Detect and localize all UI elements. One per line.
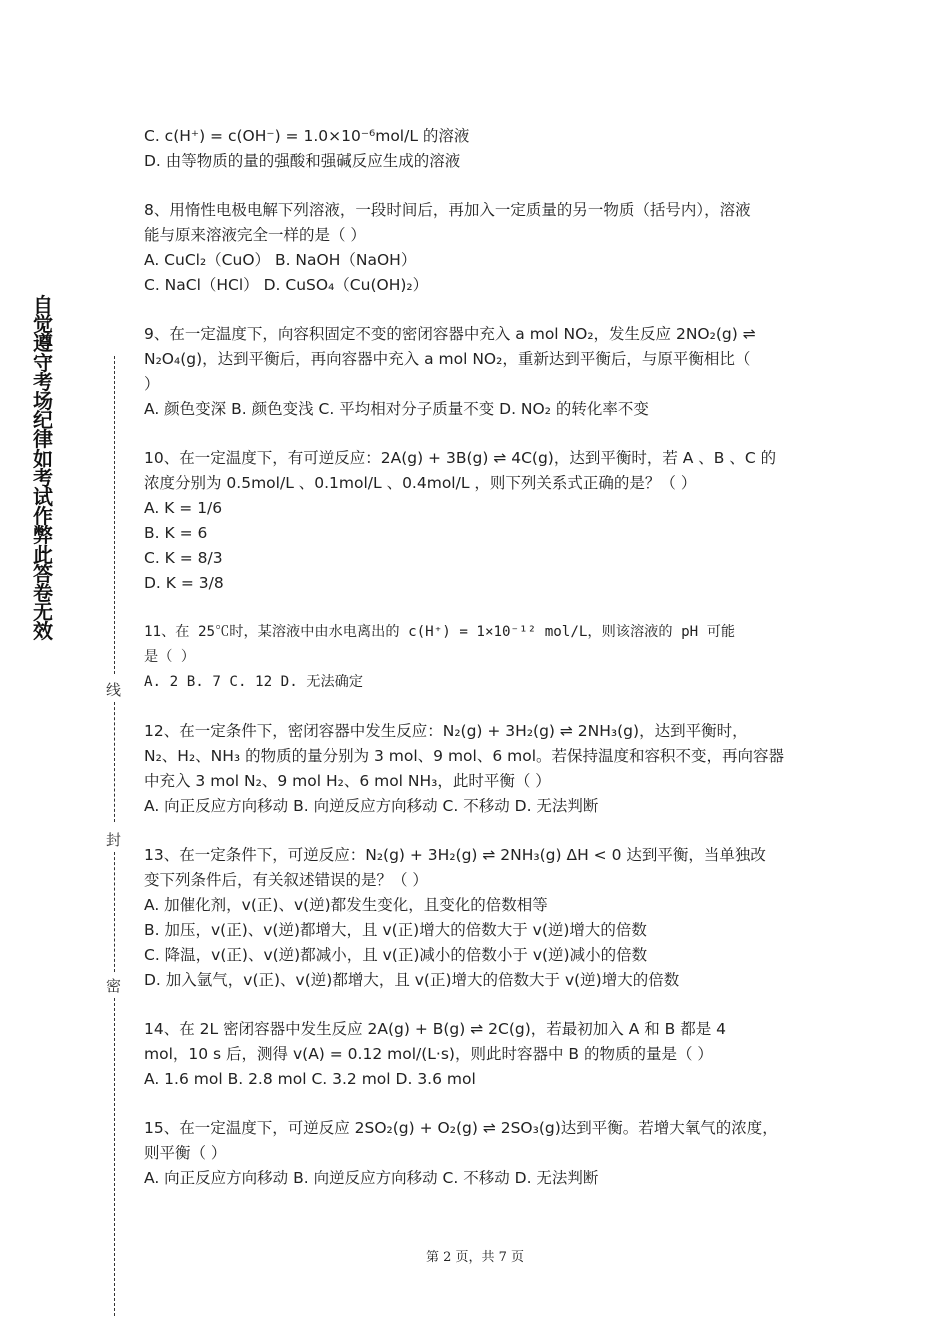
question-text-line: 中充入 3 mol N₂、9 mol H₂、6 mol NH₃，此时平衡（ ） — [144, 772, 551, 790]
question-text-line: B. K = 6 — [144, 524, 208, 542]
question-text-line: 14、在 2L 密闭容器中发生反应 2A(g) + B(g) ⇌ 2C(g)，若最初加入 A 和 B 都是 4 — [144, 1020, 727, 1038]
question-text-line: 15、在一定温度下，可逆反应 2SO₂(g) + O₂(g) ⇌ 2SO₃(g)达到平衡。若增大氧气的浓度， — [144, 1119, 778, 1137]
question-list — [144, 124, 814, 1215]
question-text-line: mol，10 s 后，测得 v(A) = 0.12 mol/(L·s)，则此时容器中 B 的物质的量是（ ） — [144, 1045, 713, 1063]
question-text-line: 11、在 25℃时，某溶液中由水电离出的 c(H⁺) = 1×10⁻¹² mol/L，则该溶液的 pH 可能 — [144, 624, 736, 640]
question-block — [144, 124, 814, 174]
question-text-line: D. 加入氩气，v(正)、v(逆)都增大，且 v(正)增大的倍数大于 v(逆)增大的倍数 — [144, 971, 680, 989]
question-text-line: C. NaCl（HCl） D. CuSO₄（Cu(OH)₂） — [144, 276, 429, 294]
question-text-line: B. 加压，v(正)、v(逆)都增大，且 v(正)增大的倍数大于 v(逆)增大的倍数 — [144, 921, 647, 939]
question-text-line: A. 加催化剂，v(正)、v(逆)都发生变化，且变化的倍数相等 — [144, 896, 548, 914]
question-block — [144, 1017, 814, 1092]
question-block — [144, 620, 814, 695]
page-number: 第 2 页，共 7 页 — [425, 1250, 525, 1265]
question-block — [144, 322, 814, 422]
seal-dashed-line — [114, 852, 115, 972]
question-text-line: 变下列条件后，有关叙述错误的是？（ ） — [144, 871, 428, 889]
question-block — [144, 446, 814, 596]
question-text-line: N₂、H₂、NH₃ 的物质的量分别为 3 mol、9 mol、6 mol。若保持温度和容积不变，再向容器 — [144, 747, 785, 765]
question-text-line: 13、在一定条件下，可逆反应：N₂(g) + 3H₂(g) ⇌ 2NH₃(g) ΔH < 0 达到平衡，当单独改 — [144, 846, 766, 864]
question-text-line: A. K = 1/6 — [144, 499, 223, 517]
seal-dashed-line — [114, 998, 115, 1316]
question-text-line: 8、用惰性电极电解下列溶液，一段时间后，再加入一定质量的另一物质（括号内），溶液 — [144, 201, 751, 219]
exam-discipline-warning: 自觉遵守考场纪律如考试作弊此答卷无效 — [33, 293, 53, 644]
seal-char-seal: 封 — [106, 831, 122, 849]
question-text-line: A. 向正反应方向移动 B. 向逆反应方向移动 C. 不移动 D. 无法判断 — [144, 797, 599, 815]
seal-dashed-line — [114, 702, 115, 822]
question-text-line: ） — [144, 375, 160, 393]
question-block — [144, 719, 814, 819]
question-text-line: C. c(H⁺) = c(OH⁻) = 1.0×10⁻⁶mol/L 的溶液 — [144, 127, 470, 145]
question-text-line: A. 向正反应方向移动 B. 向逆反应方向移动 C. 不移动 D. 无法判断 — [144, 1169, 599, 1187]
question-text-line: A. 2 B. 7 C. 12 D. 无法确定 — [144, 674, 364, 690]
question-text-line: C. K = 8/3 — [144, 549, 223, 567]
question-text-line: D. 由等物质的量的强酸和强碱反应生成的溶液 — [144, 152, 461, 170]
question-block — [144, 1116, 814, 1191]
seal-char-line: 线 — [106, 681, 122, 699]
question-block — [144, 843, 814, 993]
question-text-line: N₂O₄(g)，达到平衡后，再向容器中充入 a mol NO₂，重新达到平衡后，与原平衡相比（ — [144, 350, 751, 368]
question-text-line: D. K = 3/8 — [144, 574, 224, 592]
question-text-line: A. 1.6 mol B. 2.8 mol C. 3.2 mol D. 3.6 mol — [144, 1070, 476, 1088]
question-text-line: A. CuCl₂（CuO） B. NaOH（NaOH） — [144, 251, 417, 269]
seal-dashed-line — [114, 356, 115, 674]
question-text-line: 12、在一定条件下，密闭容器中发生反应：N₂(g) + 3H₂(g) ⇌ 2NH₃(g)，达到平衡时， — [144, 722, 748, 740]
question-text-line: 是（ ） — [144, 649, 196, 665]
question-text-line: 浓度分别为 0.5mol/L 、0.1mol/L 、0.4mol/L ，则下列关系式正确的是？（ ） — [144, 474, 697, 492]
question-block — [144, 198, 814, 298]
question-text-line: 10、在一定温度下，有可逆反应：2A(g) + 3B(g) ⇌ 4C(g)，达到平衡时，若 A 、B 、C 的 — [144, 449, 777, 467]
question-text-line: C. 降温，v(正)、v(逆)都减小，且 v(正)减小的倍数小于 v(逆)减小的倍数 — [144, 946, 648, 964]
seal-char-secret: 密 — [106, 977, 122, 995]
question-text-line: 则平衡（ ） — [144, 1144, 227, 1162]
question-text-line: A. 颜色变深 B. 颜色变浅 C. 平均相对分子质量不变 D. NO₂ 的转化率不变 — [144, 400, 649, 418]
question-text-line: 9、在一定温度下，向容积固定不变的密闭容器中充入 a mol NO₂，发生反应 2NO₂(g) ⇌ — [144, 325, 756, 343]
question-text-line: 能与原来溶液完全一样的是（ ） — [144, 226, 366, 244]
